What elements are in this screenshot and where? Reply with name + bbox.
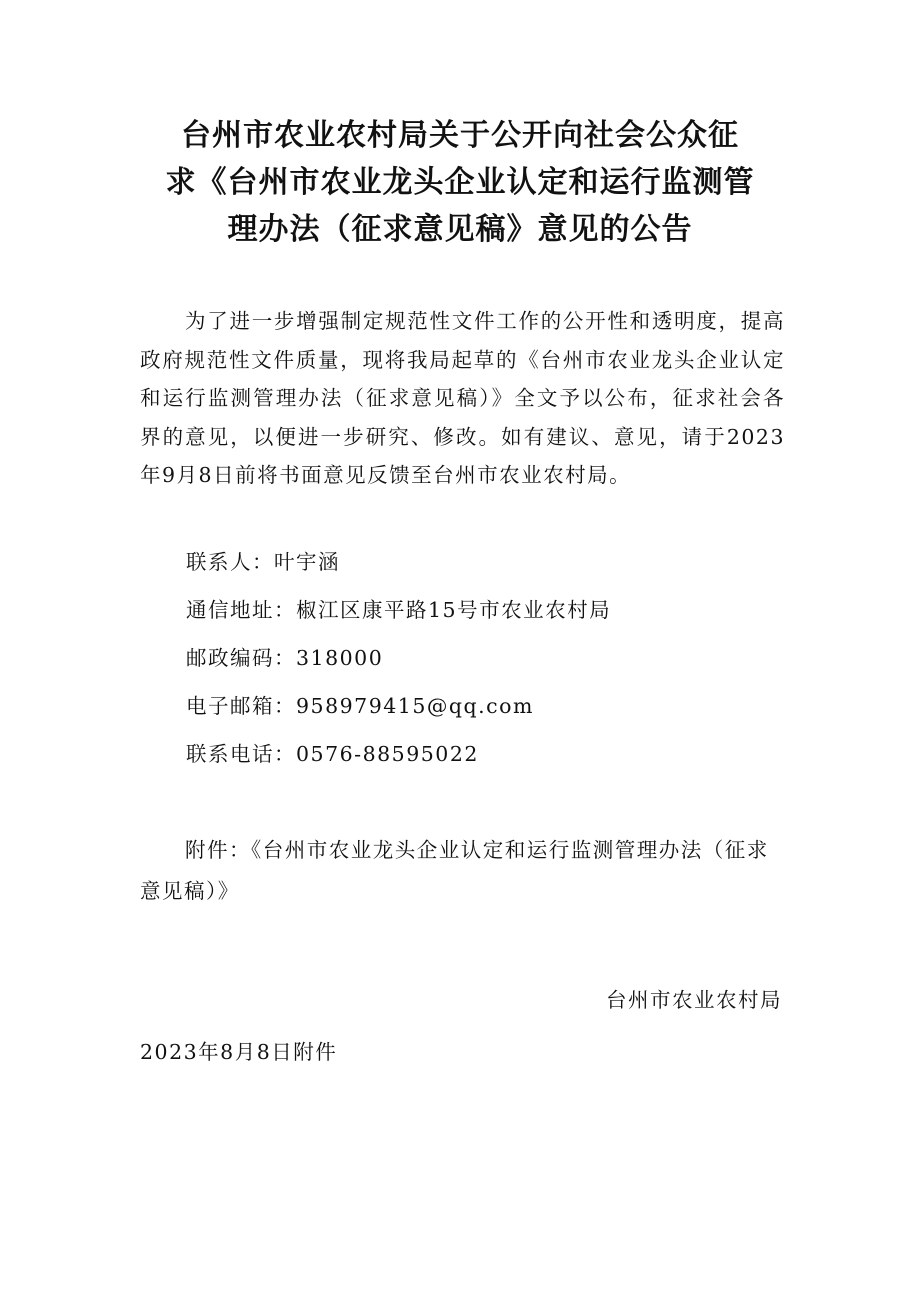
body-paragraph: 为了进一步增强制定规范性文件工作的公开性和透明度，提高政府规范性文件质量，现将我局起草的《台州市农业龙头企业认定和运行监测管理办法（征求意见稿）》全文予以公布，征求社会各界的意见，以便进一步研究、修改。如有建议、意见，请于2023年9月8日前将书面意见反馈至台州市农业农村局。 [140,309,785,487]
contact-postcode: 邮政编码：318000 [186,646,384,670]
contact-email: 电子邮箱：958979415@qq.com [186,694,534,718]
issue-date: 2023年8月8日附件 [140,1040,338,1064]
issuer-signature: 台州市农业农村局 [606,988,782,1012]
contact-phone: 联系电话：0576-88595022 [186,742,479,766]
title-line-3: 理办法（征求意见稿》意见的公告 [227,212,693,247]
title-line-2: 求《台州市农业龙头企业认定和运行监测管 [165,165,755,200]
contact-person: 联系人：叶宇涵 [186,550,340,574]
contact-address: 通信地址：椒江区康平路15号市农业农村局 [186,598,612,622]
document-title [140,112,780,253]
title-line-1: 台州市农业农村局关于公开向社会公众征 [181,118,739,153]
attachment-note: 附件：《台州市农业龙头企业认定和运行监测管理办法（征求意见稿）》 [140,838,769,903]
